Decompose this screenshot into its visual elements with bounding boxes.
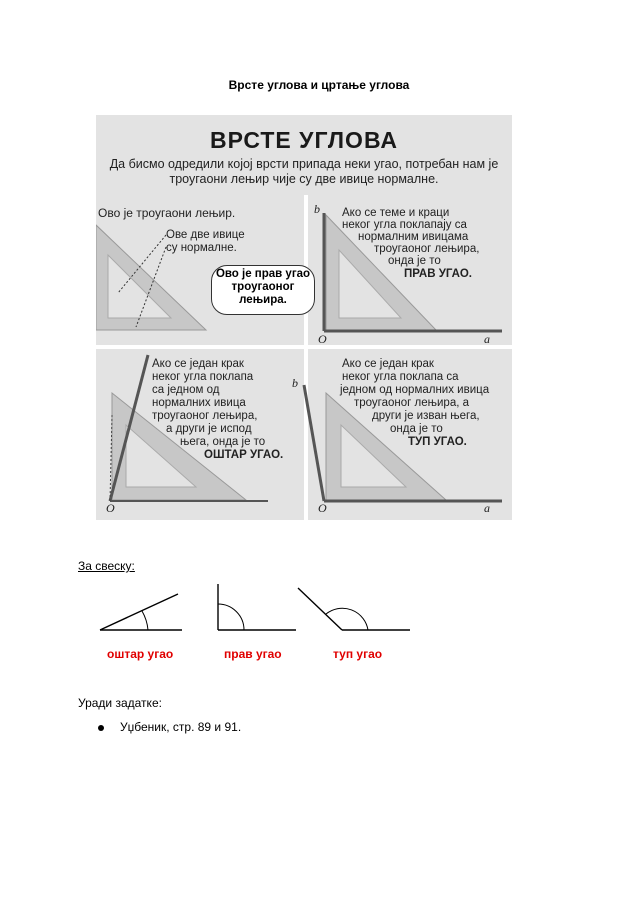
figure-intro-line: Да бисмо одредили којој врсти припада неки угао, потребан нам је [109, 157, 499, 171]
panel1-bubble [211, 265, 315, 315]
bullet-icon [98, 725, 104, 731]
bubble-line: троугаоног [231, 281, 295, 293]
tasks-heading: Уради задатке: [78, 696, 162, 710]
panel4-line: Ако се један крак [342, 358, 434, 370]
panel2-line: нормалним ивицама [358, 231, 469, 243]
task-item [98, 720, 241, 734]
panel1-edges-line: су нормалне. [166, 242, 237, 254]
panel2-line: неког угла поклапају са [342, 219, 467, 231]
figure-heading: ВРСТЕ УГЛОВА [209, 127, 399, 153]
notebook-heading: За свеску: [78, 559, 135, 573]
panel3-line: а други је испод [166, 423, 252, 435]
panel2-letter-o: O [318, 332, 327, 346]
panel2-line: онда је то [388, 255, 441, 267]
panel4-line: други је изван њега, [372, 410, 480, 422]
label-right: прав угао [224, 647, 282, 661]
obtuse-drawing-arc [326, 608, 368, 630]
panel2-letter-b: b [314, 202, 320, 216]
panel3-line: Ако се један крак [152, 358, 244, 370]
acute-drawing-arc [142, 611, 148, 630]
panel4-letter-o: O [318, 501, 327, 515]
panel3-line: нормалних ивица [152, 397, 246, 409]
angle-types-figure [96, 115, 512, 520]
panel4-letter-b: b [292, 376, 298, 390]
panel1-label: Ово је троугаони лењир. [98, 206, 236, 220]
panel4-letter-a: a [484, 501, 490, 515]
panel2-line: троугаоног лењира, [374, 243, 480, 255]
acute-drawing-arm [100, 594, 178, 630]
label-acute: оштар угао [107, 647, 174, 661]
right-drawing-arc [218, 604, 244, 630]
label-obtuse: туп угао [333, 647, 383, 661]
panel4-result: ТУП УГАО. [408, 436, 467, 448]
figure-intro-line: троугаони лењир чије су две ивице нормалне. [169, 172, 439, 186]
triangle-ruler-1-hole [108, 255, 171, 318]
bubble-line: Ово је прав угао [215, 268, 311, 280]
bubble-line: лењира. [239, 294, 287, 306]
page-title: Врсте углова и цртање углова [228, 78, 410, 92]
panel4-line: троугаоног лењира, а [354, 397, 469, 409]
panel2-result: ПРАВ УГАО. [404, 268, 472, 280]
panel3-line: троугаоног лењира, [152, 410, 258, 422]
panel2-line: Ако се теме и краци [342, 207, 450, 219]
panel3-line: њега, онда је то [180, 436, 266, 448]
panel4-line: једном од нормалних ивица [340, 384, 490, 396]
panel2-letter-a: a [484, 332, 490, 346]
panel3-result: ОШТАР УГАО. [204, 449, 284, 461]
task-item-text: Уџбеник, стр. 89 и 91. [120, 720, 242, 734]
panel3-line: неког угла поклапа [152, 371, 254, 383]
panel3-line: са једном од [152, 384, 220, 396]
panel3-letter-o: O [106, 501, 115, 515]
panel4-line: неког угла поклапа са [342, 371, 459, 383]
figure-intro [96, 157, 512, 187]
panel1-edges-line: Ове две ивице [166, 229, 245, 241]
panel4-line: онда је то [390, 423, 443, 435]
angle-drawings [90, 580, 420, 640]
